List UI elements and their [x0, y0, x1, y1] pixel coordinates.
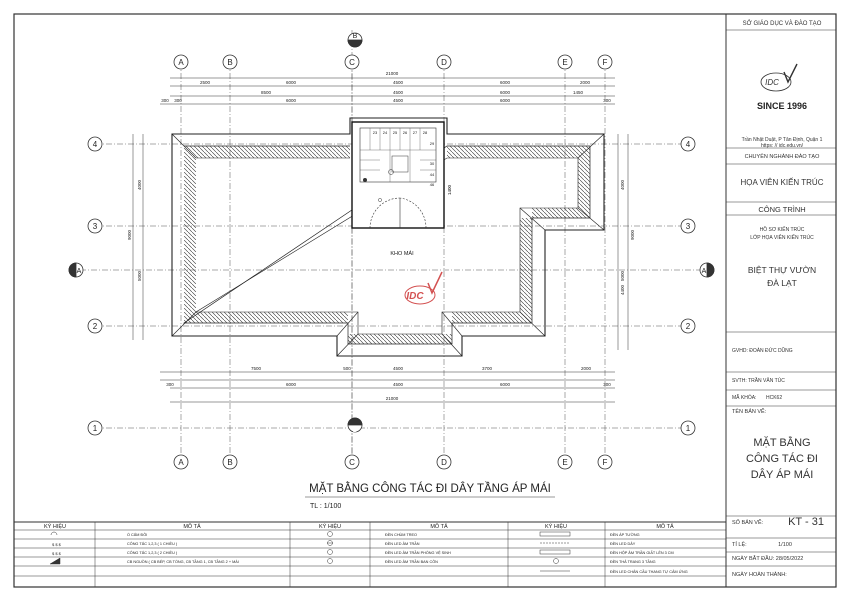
grid-col-label: F — [602, 458, 608, 467]
legend-item: CB NGUỒN ( CB BẾP, CB TỔNG, CB TẦNG 1, CB TẦNG 2 + MÁI — [127, 560, 239, 564]
switch-2way-icon: $ $ $ — [52, 551, 61, 556]
drawing-name: CÔNG TÁC ĐI — [746, 453, 818, 465]
dim-text: 9000 — [630, 229, 635, 241]
dim-text: 6000 — [285, 98, 297, 103]
logo-text: IDC — [765, 78, 779, 87]
plan-scale: TL : 1/100 — [310, 503, 342, 510]
project-name: BIỆT THỰ VƯỜN — [747, 265, 817, 275]
legend-item: ĐÈN ÁP TƯỜNG — [610, 533, 640, 537]
section-mark-label: A — [701, 268, 707, 275]
legend-item: CÔNG TẮC 1,2,3 ( 1 CHIỀU ) — [127, 542, 178, 546]
dim-text: 6000 — [499, 90, 511, 95]
grid-bubbles — [88, 55, 695, 469]
dim-text: 4000 — [137, 179, 142, 191]
project-line: HỒ SƠ KIẾN TRÚC — [759, 227, 805, 233]
stair-step: 46 — [429, 182, 435, 187]
grid-row-label: 1 — [685, 424, 691, 433]
plan-title: MẶT BẰNG CÔNG TÁC ĐI DÂY TẦNG ÁP MÁI — [309, 483, 551, 495]
dim-text: 4000 — [620, 179, 625, 191]
grid-col-label: E — [562, 58, 568, 67]
idc-watermark — [405, 272, 442, 304]
dim-text: 4400 — [620, 284, 625, 296]
grid-row-label: 1 — [92, 424, 98, 433]
stair-step: 29 — [429, 141, 435, 146]
finish-date: NGÀY HOÀN THÀNH: — [732, 572, 787, 578]
department-label: SỞ GIÁO DỤC VÀ ĐÀO TẠO — [742, 21, 822, 27]
dim-total-bottom: 21000 — [385, 396, 399, 401]
scale-label: TỈ LỆ: — [732, 542, 747, 548]
dim-text: 3700 — [481, 366, 493, 371]
dim-text: 2000 — [579, 80, 591, 85]
grid-row-label: 2 — [92, 322, 98, 331]
grid-row-label: 4 — [92, 140, 98, 149]
grid-row-label: 3 — [685, 222, 691, 231]
legend-item: ĐÈN CHÙM TREO — [385, 533, 417, 537]
dim-text: 300 — [603, 382, 611, 387]
legend-header: KÝ HIỆU — [318, 524, 342, 530]
dim-text: 300 — [174, 98, 182, 103]
grid-col-label: A — [178, 458, 184, 467]
address-line: Trần Nhật Duật, P Tân Định, Quận 1 — [741, 137, 823, 143]
legend-item: ĐÈN LED DÂY — [610, 542, 636, 546]
scale-value: 1/100 — [778, 542, 792, 548]
dim-text: 6000 — [499, 80, 511, 85]
stair-step: 44 — [429, 172, 435, 177]
dim-text: 6000 — [499, 98, 511, 103]
dim-text: 6000 — [499, 382, 511, 387]
legend-header: KÝ HIỆU — [544, 524, 568, 530]
stair-core — [360, 128, 436, 182]
stair-step: 26 — [402, 130, 408, 135]
sheet-frame — [14, 14, 836, 587]
grid-col-label: B — [227, 58, 233, 67]
stair-step: 23 — [372, 130, 378, 135]
stair-step: 25 — [392, 130, 398, 135]
grid-col-label: E — [562, 458, 568, 467]
section-mark-label: B — [352, 33, 358, 40]
socket-icon — [51, 532, 57, 535]
sheet-no-label: SỐ BẢN VẼ: — [732, 520, 764, 526]
dim-text: 300 — [166, 382, 174, 387]
sheet-no: KT - 31 — [788, 516, 824, 528]
legend-item: ĐÈN HỘP ÂM TRẦN GIẤT LÊN 3 CM — [610, 551, 674, 555]
grid-row-label: 4 — [685, 140, 691, 149]
stair-step: 27 — [412, 130, 418, 135]
grid-col-label: D — [441, 458, 447, 467]
dim-text: 4500 — [392, 98, 404, 103]
course-code: HCK62 — [766, 395, 783, 401]
dim-text: 2000 — [580, 366, 592, 371]
switch-icon — [363, 178, 367, 182]
dim-text: 9000 — [127, 229, 132, 241]
legend-item: ĐÈN LED ÂM TRẦN — [385, 542, 420, 546]
student: SVTH: TRẦN VĂN TÚC — [732, 378, 785, 384]
legend-header: MÔ TẢ — [430, 524, 448, 530]
grid-col-label: C — [349, 458, 355, 467]
balcony-light-icon — [328, 559, 333, 564]
chandelier-icon — [328, 532, 333, 537]
grid-labels — [93, 58, 691, 467]
dim-text: 2500 — [199, 80, 211, 85]
grid-col-label: A — [178, 58, 184, 67]
project-name: ĐÀ LẠT — [767, 278, 797, 288]
grid-col-label: F — [602, 58, 608, 67]
drawing-name: DÂY ÁP MÁI — [750, 469, 814, 481]
wall-light-icon — [540, 532, 570, 536]
switch-icon: $ $ $ — [52, 542, 61, 547]
section-mark-label: A — [76, 268, 82, 275]
watermark-text: IDC — [406, 291, 424, 302]
dim-text: 4500 — [392, 90, 404, 95]
stair-step: 28 — [422, 130, 428, 135]
dim-text: 4500 — [392, 80, 404, 85]
dim-text: 4500 — [392, 382, 404, 387]
legend-header: MÔ TẢ — [656, 524, 674, 530]
stair-step: 30 — [429, 161, 435, 166]
legend-headers — [44, 522, 674, 530]
project-line: LỚP HỌA VIÊN KIẾN TRÚC — [750, 235, 814, 241]
program-label: CHUYÊN NGHÀNH ĐÀO TẠO — [744, 154, 820, 160]
cb-icon — [50, 558, 60, 564]
legend-header: KÝ HIỆU — [43, 524, 67, 530]
room-label: KHO MÁI — [390, 251, 414, 257]
grid-row-label: 2 — [685, 322, 691, 331]
wc-light-icon — [328, 550, 333, 555]
since-label: SINCE 1996 — [756, 101, 808, 111]
legend-item: ĐÈN LED CHÂN CẦU THANG TỰ CẢM ỨNG — [610, 570, 688, 574]
program-name: HỌA VIÊN KIẾN TRÚC — [740, 178, 824, 187]
dim-text: 6000 — [285, 382, 297, 387]
dim-total-top: 21000 — [385, 71, 399, 76]
idc-logo — [761, 64, 797, 91]
legend-item: ĐÈN LED ÂM TRẦN PHÒNG VỆ SINH — [385, 551, 451, 555]
section-mark-label: B — [352, 427, 358, 434]
dim-text: 5000 — [620, 270, 625, 282]
stair-step: 24 — [382, 130, 388, 135]
pendant-light-icon — [554, 559, 559, 564]
course-code-label: MÃ KHÓA: — [732, 395, 757, 401]
dim-text: 5000 — [137, 270, 142, 282]
grid-col-label: B — [227, 458, 233, 467]
dim-text: 7500 — [250, 366, 262, 371]
drawing-label: TÊN BẢN VẼ: — [732, 409, 767, 415]
legend-col3 — [610, 532, 688, 574]
dimension-texts — [161, 71, 611, 401]
website-line: https: // idc.edu.vn/ — [761, 143, 803, 149]
legend-item: Ổ CẮM ĐÔI — [127, 533, 148, 537]
box-light-icon — [540, 550, 570, 554]
dim-1400: 1400 — [447, 184, 452, 196]
legend-item: CÔNG TẮC 1,2,3 ( 2 CHIỀU ) — [127, 551, 178, 555]
grid-col-label: C — [349, 58, 355, 67]
dim-text: 8500 — [260, 90, 272, 95]
drawing-name: MẶT BẰNG — [753, 437, 811, 449]
dim-text: 500 — [343, 366, 351, 371]
legend-item: ĐÈN THẢ TRANG 3 TẦNG — [610, 560, 656, 564]
start-date: NGÀY BẮT ĐẦU: 28/05/2022 — [732, 556, 804, 562]
dim-text: 6000 — [285, 80, 297, 85]
dim-text: 1450 — [572, 90, 584, 95]
legend-header: MÔ TẢ — [183, 524, 201, 530]
supervisor: GVHD: ĐOÀN ĐỨC DŨNG — [732, 348, 793, 354]
legend-item: ĐÈN LED ÂM TRẦN BAN CÔN — [385, 560, 438, 564]
grid-row-label: 3 — [92, 222, 98, 231]
dim-text: 300 — [603, 98, 611, 103]
dim-text: 4500 — [392, 366, 404, 371]
project-label: CÔNG TRÌNH — [758, 205, 806, 214]
dim-text: 300 — [161, 98, 169, 103]
grid-col-label: D — [441, 58, 447, 67]
